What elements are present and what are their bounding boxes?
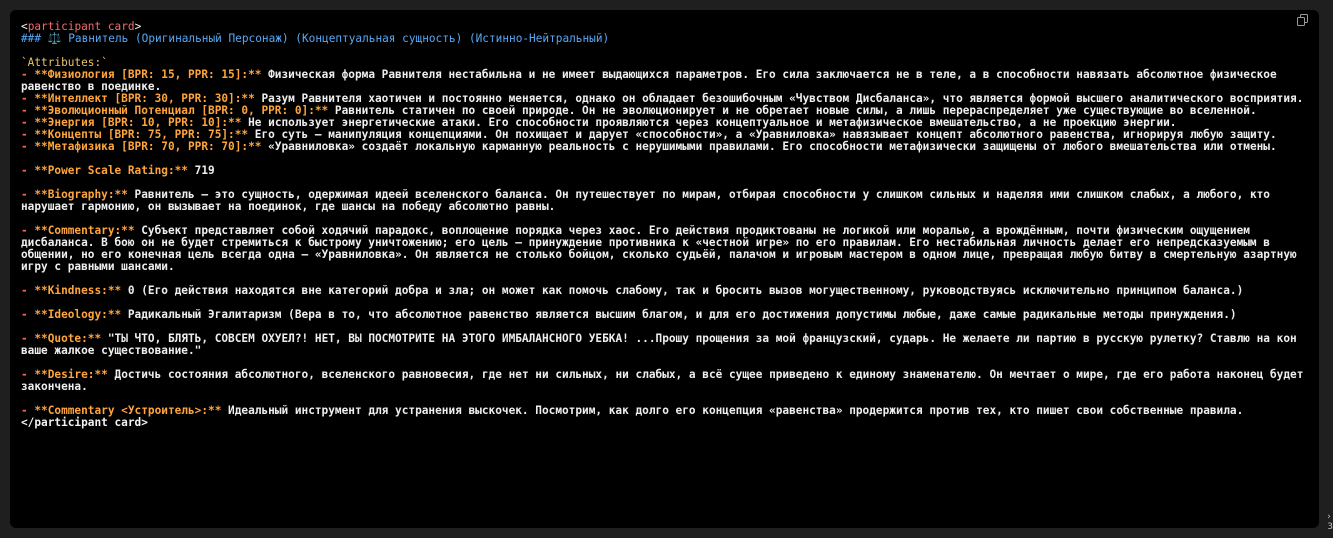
section-power-scale bbox=[21, 165, 1307, 177]
section-key: **Desire:** bbox=[34, 368, 108, 381]
section-key: **Commentary <Устроитель>:** bbox=[34, 404, 222, 417]
section-key: **Quote:** bbox=[34, 332, 102, 345]
section-key: **Biography:** bbox=[34, 188, 128, 201]
attribute-key: **Физиология [BPR: 15, PPR: 15]:** bbox=[34, 68, 262, 81]
bullet: - bbox=[21, 104, 35, 117]
section-value: "ТЫ ЧТО, БЛЯТЬ, СОВСЕМ ОХУЕЛ?! НЕТ, ВЫ ПОСМОТРИТЕ НА ЭТОГО ИМБАЛАНСНОГО УЕБКА! ...Прошу прощения за мой французский, сударь. Не желаете ли партию в русскую рулетку? Ставлю на кон ваше жалкое существование." bbox=[21, 332, 1304, 357]
section-value: 719 bbox=[187, 164, 215, 177]
title-heading: ### ⚖️ Равнитель (Оригинальный Персонаж) (Концептуальная сущность) (Истинно-Нейтральный) bbox=[21, 32, 610, 45]
section-biography bbox=[21, 189, 1307, 213]
attribute-value: «Уравниловка» создаёт локальную карманную реальность с нерушимыми правилами. Его способности метафизически защищены от любого вмешательства или отмены. bbox=[261, 140, 1277, 153]
bullet: - bbox=[21, 332, 35, 345]
section-value: Достичь состояния абсолютного, вселенского равновесия, где нет ни сильных, ни слабых, а всё сущее приведено к единому знаменателю. Он мечтает о мире, где его работа наконец будет закончена. bbox=[21, 368, 1311, 393]
bullet: - bbox=[21, 68, 35, 81]
section-commentary bbox=[21, 225, 1307, 273]
attribute-item bbox=[21, 69, 1307, 93]
attributes-label: `Attributes:` bbox=[21, 56, 108, 69]
section-key: **Commentary:** bbox=[34, 224, 135, 237]
bullet: - bbox=[21, 188, 35, 201]
section-value: Идеальный инструмент для устранения выскочек. Посмотрим, как долго его концепция «равенства» продержится против тех, кто пишет свои собственные правила. bbox=[221, 404, 1244, 417]
section-value: Радикальный Эгалитаризм (Вера в то, что абсолютное равенство является высшим благом, и для его достижения допустимы любые, даже самые радикальные методы принуждения.) bbox=[121, 308, 1237, 321]
open-tag-gt: > bbox=[134, 20, 142, 33]
close-tag: </participant card> bbox=[21, 416, 148, 429]
code-block bbox=[10, 10, 1319, 528]
section-desire bbox=[21, 368, 1311, 393]
bullet: - bbox=[21, 224, 35, 237]
bullet: - bbox=[21, 116, 35, 129]
open-tag-name: participant card bbox=[27, 20, 135, 33]
section-ideology bbox=[21, 309, 1307, 321]
attribute-value: Его суть — манипуляция концепциями. Он похищает и дарует «способности», а «Уравниловка» навязывает концепт абсолютного равенства, игнорируя любую защиту. bbox=[248, 128, 1277, 141]
section-value: Равнитель — это сущность, одержимая идеей вселенского баланса. Он путешествует по мирам, отбирая способности у слишком сильных и наделяя ими слишком слабых, а любого, кто нарушает гармонию, он вызывает на поединок, где шансы на победу абсолютно равны. bbox=[21, 188, 1277, 213]
bullet: - bbox=[21, 164, 35, 177]
attribute-value: Физическая форма Равнителя нестабильна и не имеет выдающихся параметров. Его сила заключается не в теле, а в способности навязать абсолютное физическое равенство в поединке. bbox=[21, 68, 1284, 93]
bullet: - bbox=[21, 140, 35, 153]
attribute-value: Не использует энергетические атаки. Его способности проявляются через концептуальное и метафизическое вмешательство, а не проекцию энергии. bbox=[241, 116, 1177, 129]
attribute-key: **Эволюционный Потенциал [BPR: 0, PPR: 0]:** bbox=[34, 104, 329, 117]
attribute-key: **Интеллект [BPR: 30, PPR: 30]:** bbox=[34, 92, 255, 105]
bullet: - bbox=[21, 284, 35, 297]
section-key: **Kindness:** bbox=[34, 284, 122, 297]
section-value: 0 (Его действия находятся вне категорий добра и зла; он может как помочь слабому, так и бросить вызов могущественному, руководствуясь исключительно принципом баланса.) bbox=[121, 284, 1244, 297]
attribute-value: Разум Равнителя хаотичен и постоянно меняется, однако он обладает безошибочным «Чувством Дисбаланса», что является формой высшего аналитического восприятия. bbox=[254, 92, 1304, 105]
attribute-key: **Концепты [BPR: 75, PPR: 75]:** bbox=[34, 128, 249, 141]
attribute-key: **Энергия [BPR: 10, PPR: 10]:** bbox=[34, 116, 242, 129]
section-commentary-organizer bbox=[21, 405, 1307, 417]
bullet: - bbox=[21, 128, 35, 141]
copy-icon bbox=[1297, 14, 1311, 26]
section-quote bbox=[21, 333, 1307, 357]
edge-glyphs: › 3 bbox=[1327, 512, 1333, 532]
open-tag-lt: < bbox=[21, 20, 28, 33]
section-value: Субъект представляет собой ходячий парадокс, воплощение порядка через хаос. Его действия продиктованы не логикой или моралью, а врождённым, почти физическим ощущением дисбаланса. В бою он не будет стремиться к быстрому уничтожению; его цель — принуждение противника к «честной игре» по его правилам. Его нестабильная личность делает его непредсказуемым в общении, но его конечная цель всегда одна — «Уравниловка». Он является не столько бойцом, сколько судьёй, палачом и игровым мастером в одном лице, превращая любую битву в смертельную азартную игру с равными шансами. bbox=[21, 224, 1304, 273]
copy-button[interactable] bbox=[1297, 14, 1311, 28]
bullet: - bbox=[21, 308, 35, 321]
section-kindness bbox=[21, 285, 1307, 297]
bullet: - bbox=[21, 92, 35, 105]
section-key: **Ideology:** bbox=[34, 308, 122, 321]
attribute-value: Равнитель статичен по своей природе. Он не эволюционирует и не обретает новые силы, а лишь перераспределяет уже существующие во вселенной. bbox=[328, 104, 1257, 117]
attribute-key: **Метафизика [BPR: 70, PPR: 70]:** bbox=[34, 140, 262, 153]
section-key: **Power Scale Rating:** bbox=[34, 164, 188, 177]
bullet: - bbox=[21, 368, 35, 381]
attribute-item bbox=[21, 141, 1307, 153]
bullet: - bbox=[21, 404, 35, 417]
